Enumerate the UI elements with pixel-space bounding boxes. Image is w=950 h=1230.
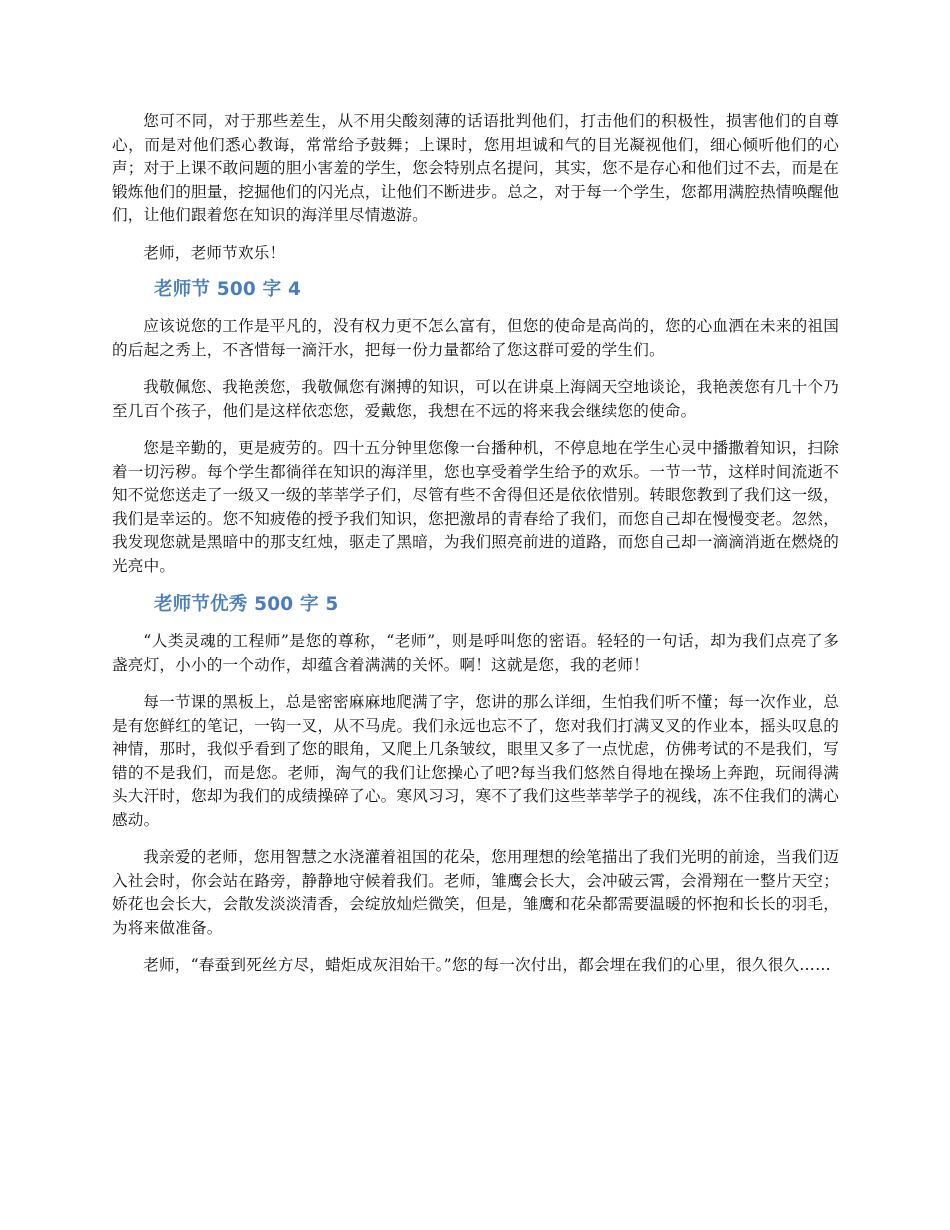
paragraph: 应该说您的工作是平凡的，没有权力更不怎么富有，但您的使命是高尚的，您的心血洒在未来的祖国的后起之秀上，不吝惜每一滴汗水，把每一份力量都给了您这群可爱的学生们。 [112,317,839,359]
paragraph: “人类灵魂的工程师”是您的尊称，“老师”，则是呼叫您的密语。轻轻的一句话，却为我们点亮了多盏亮灯，小小的一个动作，却蕴含着满满的关怀。啊！这就是您，我的老师！ [112,632,839,674]
document-page [112,110,839,992]
section-heading: 老师节优秀 500 字 5 [154,594,339,615]
paragraph: 我敬佩您、我艳羡您，我敬佩您有渊搏的知识，可以在讲桌上海阔天空地谈论，我艳羡您有几十个乃至几百个孩子，他们是这样依恋您，爱戴您，我想在不远的将来我会继续您的使命。 [112,378,839,420]
paragraph: 您是辛勤的，更是疲劳的。四十五分钟里您像一台播种机，不停息地在学生心灵中播撒着知识，扫除着一切污秽。每个学生都徜徉在知识的海洋里，您也享受着学生给予的欢乐。一节一节，这样时间流逝不知不觉您送走了一级又一级的莘莘学子们，尽管有些不舍得但还是依依惜别。转眼您教到了我们这一级，我们是幸运的。您不知疲倦的授予我们知识，您把激昂的青春给了我们，而您自己却在慢慢变老。忽然，我发现您就是黑暗中的那支红烛，驱走了黑暗，为我们照亮前进的道路，而您自己却一滴滴消逝在燃烧的光亮中。 [112,439,839,575]
paragraph: 您可不同，对于那些差生，从不用尖酸刻薄的话语批判他们，打击他们的积极性，损害他们的自尊心，而是对他们悉心教诲，常常给予鼓舞；上课时，您用坦诚和气的目光凝视他们，细心倾听他们的心声；对于上课不敢问题的胆小害羞的学生，您会特别点名提问，其实，您不是存心和他们过不去，而是在锻炼他们的胆量，挖掘他们的闪光点，让他们不断进步。总之，对于每一个学生，您都用满腔热情唤醒他们，让他们跟着您在知识的海洋里尽情遨游。 [112,112,839,224]
paragraph: 老师，“春蚕到死丝方尽，蜡炬成灰泪始干。”您的每一次付出，都会埋在我们的心里，很久很久…… [143,956,831,974]
paragraph: 老师，老师节欢乐！ [143,243,286,262]
section-heading: 老师节 500 字 4 [154,279,302,300]
paragraph: 每一节课的黑板上，总是密密麻麻地爬满了字，您讲的那么详细，生怕我们听不懂；每一次作业，总是有您鲜红的笔记，一钩一叉，从不马虎。我们永远也忘不了，您对我们打满叉叉的作业本，摇头叹息的神情，那时，我似乎看到了您的眼角，又爬上几条皱纹，眼里又多了一点忧虑，仿佛考试的不是我们，写错的不是我们，而是您。老师，淘气的我们让您操心了吧?每当我们悠然自得地在操场上奔跑，玩闹得满头大汗时，您却为我们的成绩操碎了心。寒风习习，寒不了我们这些莘莘学子的视线，冻不住我们的满心感动。 [112,693,839,829]
paragraph: 我亲爱的老师，您用智慧之水浇灌着祖国的花朵，您用理想的绘笔描出了我们光明的前途，当我们迈入社会时，你会站在路旁，静静地守候着我们。老师，雏鹰会长大，会冲破云霄，会滑翔在一整片天空；娇花也会长大，会散发淡淡清香，会绽放灿烂微笑，但是，雏鹰和花朵都需要温暖的怀抱和长长的羽毛，为将来做准备。 [112,848,839,937]
